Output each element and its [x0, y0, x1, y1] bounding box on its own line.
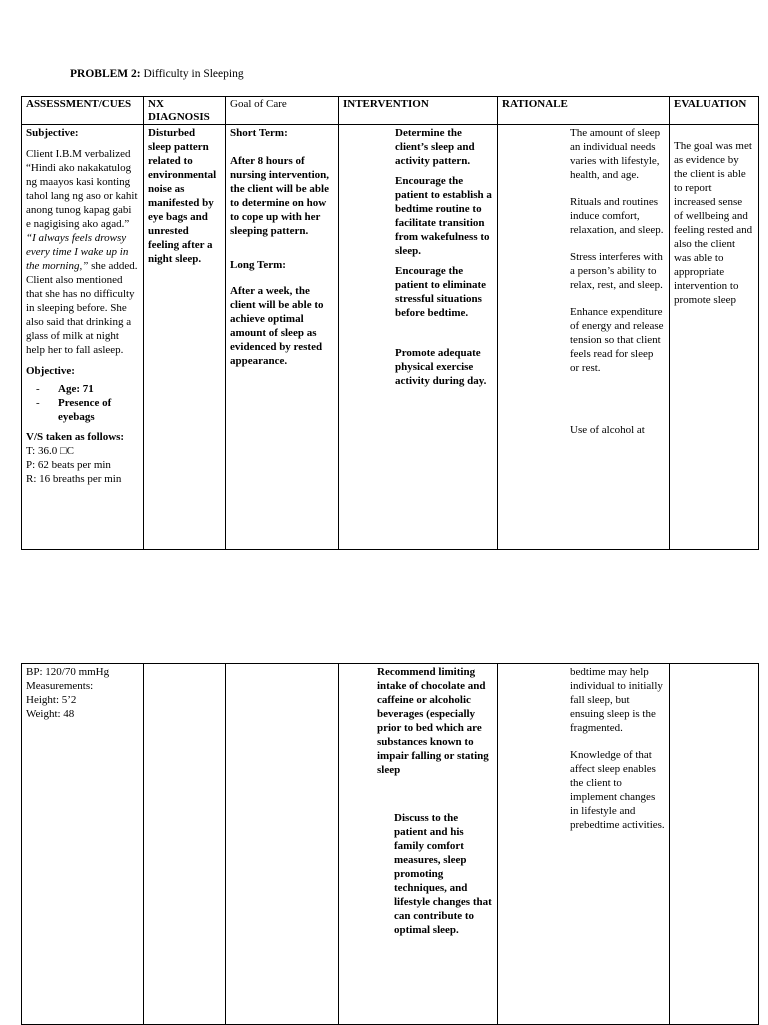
intervention-cell-continued [339, 664, 498, 1025]
intervention-item: Encourage the patient to eliminate stressful situations before bedtime. [395, 265, 487, 319]
rationale-item: Rituals and routines induce comfort, relaxation, and sleep. [570, 196, 664, 236]
rationale-item: Stress interferes with a person’s ability to relax, rest, and sleep. [570, 251, 663, 291]
rationale-cell-continued [498, 664, 670, 1025]
rationale-item: Knowledge of that affect sleep enables the client to implement changes in lifestyle and prebedtime activities. [570, 749, 665, 831]
header-assessment: ASSESSMENT/CUES [22, 97, 144, 125]
header-row [22, 97, 759, 125]
goal-cell-continued [226, 664, 339, 1025]
vs-pulse: P: 62 beats per min [26, 459, 111, 471]
rationale-item: The amount of sleep an individual needs varies with lifestyle, health, and age. [570, 127, 661, 181]
intervention-cell [339, 125, 498, 550]
subjective-heading: Subjective: [26, 127, 79, 139]
short-term-text: After 8 hours of nursing intervention, the client will be able to determine on how to cope up with her sleeping pattern. [230, 155, 330, 237]
evaluation-cell-continued [670, 664, 759, 1025]
weight-value: Weight: 48 [26, 708, 75, 720]
client-statement [26, 147, 139, 357]
header-rationale: RATIONALE [498, 97, 670, 125]
rationale-cell [498, 125, 670, 550]
assessment-cell-continued [22, 664, 144, 1025]
goal-cell [226, 125, 339, 550]
quote-intro: Client I.B.M verbalized “Hindi ako nakakatulog ng maayos kasi konting tahol lang ng aso or kahit anong tunog kapag gabi e nagigising ako agad.” [26, 148, 138, 230]
rationale-item: bedtime may help individual to initially fall sleep, but ensuing sleep is the fragmented. [570, 666, 663, 734]
intervention-item: Promote adequate physical exercise activity during day. [395, 347, 487, 387]
table-row [22, 664, 759, 1025]
height-value: Height: 5’2 [26, 694, 77, 706]
rationale-item: Enhance expenditure of energy and release tension so that client feels read for sleep or rest. [570, 306, 664, 374]
page-title [70, 68, 244, 80]
vs-heading: V/S taken as follows: [26, 431, 125, 443]
quote-italic: “I always feels drowsy every time I wake up in the morning,” [26, 232, 129, 272]
vs-respiration: R: 16 breaths per min [26, 473, 122, 485]
list-item: - Presence of eyebags [36, 396, 139, 424]
long-term-heading: Long Term: [230, 259, 286, 271]
diagnosis-cell: Disturbed sleep pattern related to environmental noise as manifested by eye bags and unrested feeling after a night sleep. [144, 125, 226, 550]
list-item: - Age: 71 [36, 382, 139, 396]
problem-label: PROBLEM 2: [70, 68, 141, 80]
quote-after: she added. Client also mentioned that she has no difficulty in sleeping before. She also said that drinking a glass of milk at night help her to fall asleep. [26, 260, 138, 356]
care-plan-table [21, 96, 759, 550]
objective-list [26, 382, 139, 424]
measurements-label: Measurements: [26, 680, 94, 692]
table-row [22, 125, 759, 550]
vs-blood-pressure: BP: 120/70 mmHg [26, 666, 110, 678]
intervention-item: Recommend limiting intake of chocolate and caffeine or alcoholic beverages (especially prior to bed which are substances known to impair falling or stating sleep [377, 666, 489, 776]
intervention-item: Discuss to the patient and his family comfort measures, sleep promoting techniques, and lifestyle changes that can contribute to optimal sleep. [394, 812, 492, 936]
header-diagnosis: NX DIAGNOSIS [144, 97, 226, 125]
rationale-item: Use of alcohol at [570, 424, 645, 436]
intervention-item: Determine the client’s sleep and activity pattern. [395, 127, 475, 167]
diagnosis-cell-continued [144, 664, 226, 1025]
header-intervention: INTERVENTION [339, 97, 498, 125]
intervention-item: Encourage the patient to establish a bedtime routine to facilitate transition from wakefulness to sleep. [395, 175, 492, 257]
assessment-cell [22, 125, 144, 550]
objective-heading: Objective: [26, 365, 75, 377]
header-evaluation: EVALUATION [670, 97, 759, 125]
long-term-text: After a week, the client will be able to achieve optimal amount of sleep as evidenced by rested appearance. [230, 285, 324, 367]
evaluation-cell: The goal was met as evidence by the client is able to report increased sense of wellbeing and feeling rested and also the client was able to appropriate intervention to promote sleep [670, 125, 759, 550]
care-plan-table-continued [21, 663, 759, 1025]
vs-temperature: T: 36.0 □C [26, 445, 74, 457]
short-term-heading: Short Term: [230, 127, 288, 139]
problem-text: Difficulty in Sleeping [140, 68, 244, 80]
header-goal: Goal of Care [226, 97, 339, 125]
